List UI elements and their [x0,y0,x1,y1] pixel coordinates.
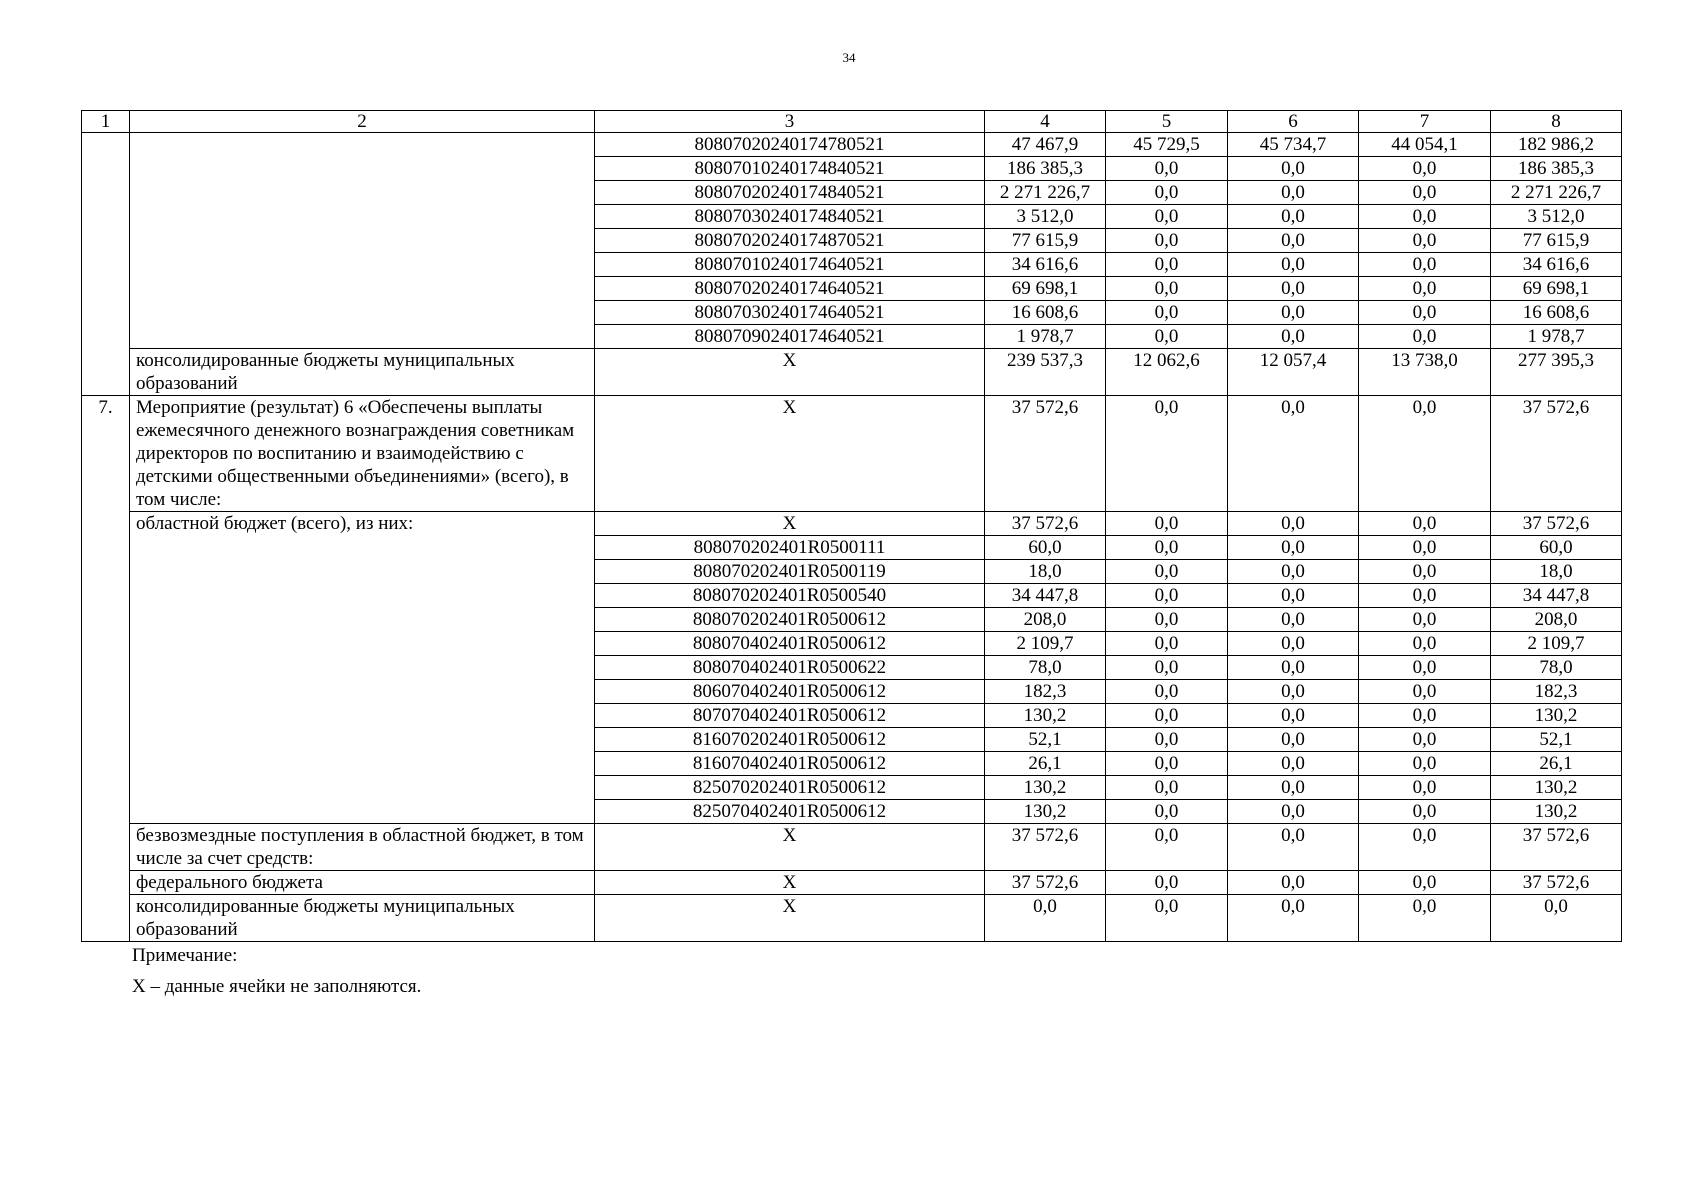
label-cell [130,133,595,349]
value-cell: 44 054,1 [1359,133,1491,157]
value-cell: 2 109,7 [985,632,1106,656]
value-cell: 0,0 [1228,229,1359,253]
value-cell: 0,0 [1228,560,1359,584]
row-label: федерального бюджета [130,871,595,895]
total-cell: 130,2 [1491,704,1622,728]
value-cell: 0,0 [1359,800,1491,824]
value-cell: 0,0 [1228,277,1359,301]
total-cell: 2 271 226,7 [1491,181,1622,205]
budget-code: X [595,396,985,512]
value-cell: 52,1 [985,728,1106,752]
value-cell: 0,0 [1228,824,1359,871]
value-cell: 37 572,6 [985,512,1106,536]
value-cell: 0,0 [1359,229,1491,253]
value-cell: 0,0 [1359,396,1491,512]
budget-code: X [595,871,985,895]
row-label: консолидированные бюджеты муниципальных образований [130,895,595,942]
value-cell: 0,0 [1228,396,1359,512]
value-cell: 0,0 [1228,752,1359,776]
row-label: областной бюджет (всего), из них: [130,512,595,824]
total-cell: 34 447,8 [1491,584,1622,608]
value-cell: 0,0 [1106,157,1228,181]
value-cell: 0,0 [1228,704,1359,728]
value-cell: 0,0 [1228,325,1359,349]
value-cell: 0,0 [1359,824,1491,871]
row-label: Мероприятие (результат) 6 «Обеспечены выплаты ежемесячного денежного вознаграждения советникам директоров по воспитанию и взаимодействию с детскими общественными объединениями» (всего), в том числе: [130,396,595,512]
total-cell: 37 572,6 [1491,824,1622,871]
value-cell: 0,0 [1359,301,1491,325]
budget-code: 80807010240174640521 [595,253,985,277]
budget-code: 80807030240174640521 [595,301,985,325]
value-cell: 0,0 [1359,680,1491,704]
value-cell: 0,0 [1359,776,1491,800]
value-cell: 0,0 [1359,728,1491,752]
budget-code: 80807090240174640521 [595,325,985,349]
value-cell: 0,0 [1106,229,1228,253]
row-number: 7. [82,396,130,942]
value-cell: 60,0 [985,536,1106,560]
budget-code: 80807010240174840521 [595,157,985,181]
table-row [82,396,1622,512]
budget-code: X [595,512,985,536]
value-cell: 37 572,6 [985,824,1106,871]
value-cell: 0,0 [1106,536,1228,560]
value-cell: 0,0 [1359,704,1491,728]
budget-code: X [595,824,985,871]
total-cell: 77 615,9 [1491,229,1622,253]
value-cell: 0,0 [1228,632,1359,656]
value-cell: 0,0 [1359,871,1491,895]
budget-table [81,110,1622,942]
value-cell: 208,0 [985,608,1106,632]
value-cell: 0,0 [1106,301,1228,325]
value-cell: 37 572,6 [985,871,1106,895]
value-cell: 0,0 [1106,800,1228,824]
value-cell: 0,0 [1228,157,1359,181]
value-cell: 0,0 [1228,608,1359,632]
value-cell: 45 729,5 [1106,133,1228,157]
budget-code: 816070402401R0500612 [595,752,985,776]
column-number-row [82,111,1622,133]
value-cell: 1 978,7 [985,325,1106,349]
value-cell: 0,0 [1228,800,1359,824]
value-cell: 0,0 [1106,895,1228,942]
value-cell: 0,0 [1359,752,1491,776]
page-number: 34 [842,50,856,65]
value-cell: 77 615,9 [985,229,1106,253]
value-cell: 0,0 [1228,301,1359,325]
value-cell: 130,2 [985,776,1106,800]
budget-code: 806070402401R0500612 [595,680,985,704]
value-cell: 239 537,3 [985,349,1106,396]
value-cell: 0,0 [1106,680,1228,704]
total-cell: 78,0 [1491,656,1622,680]
budget-code: 825070402401R0500612 [595,800,985,824]
value-cell: 47 467,9 [985,133,1106,157]
table-row [82,824,1622,871]
budget-code: 80807020240174640521 [595,277,985,301]
budget-code: 80807020240174840521 [595,181,985,205]
value-cell: 0,0 [1106,728,1228,752]
budget-code: X [595,895,985,942]
value-cell: 13 738,0 [1359,349,1491,396]
value-cell: 0,0 [1106,205,1228,229]
value-cell: 0,0 [1359,536,1491,560]
total-cell: 37 572,6 [1491,396,1622,512]
value-cell: 0,0 [1106,560,1228,584]
total-cell: 130,2 [1491,776,1622,800]
value-cell: 18,0 [985,560,1106,584]
budget-code: 80807030240174840521 [595,205,985,229]
total-cell: 16 608,6 [1491,301,1622,325]
value-cell: 26,1 [985,752,1106,776]
header-cell: 8 [1491,111,1622,133]
table-row [82,895,1622,942]
value-cell: 0,0 [1359,608,1491,632]
value-cell: 182,3 [985,680,1106,704]
total-cell: 3 512,0 [1491,205,1622,229]
value-cell: 186 385,3 [985,157,1106,181]
value-cell: 0,0 [1106,277,1228,301]
value-cell: 0,0 [1359,584,1491,608]
total-cell: 34 616,6 [1491,253,1622,277]
total-cell: 182 986,2 [1491,133,1622,157]
value-cell: 45 734,7 [1228,133,1359,157]
total-cell: 37 572,6 [1491,512,1622,536]
value-cell: 130,2 [985,704,1106,728]
footnote-text: X – данные ячейки не заполняются. [132,976,422,997]
total-cell: 277 395,3 [1491,349,1622,396]
header-cell: 1 [82,111,130,133]
value-cell: 130,2 [985,800,1106,824]
budget-code: 808070402401R0500612 [595,632,985,656]
total-cell: 69 698,1 [1491,277,1622,301]
header-cell: 2 [130,111,595,133]
value-cell: 78,0 [985,656,1106,680]
value-cell: 0,0 [1359,157,1491,181]
value-cell: 0,0 [1228,512,1359,536]
value-cell: 0,0 [1106,584,1228,608]
row-label: безвозмездные поступления в областной бюджет, в том числе за счет средств: [130,824,595,871]
value-cell: 0,0 [1228,253,1359,277]
budget-code: X [595,349,985,396]
budget-code: 808070202401R0500111 [595,536,985,560]
total-cell: 60,0 [1491,536,1622,560]
value-cell: 34 616,6 [985,253,1106,277]
value-cell: 16 608,6 [985,301,1106,325]
total-cell: 2 109,7 [1491,632,1622,656]
value-cell: 0,0 [1106,752,1228,776]
total-cell: 26,1 [1491,752,1622,776]
value-cell: 0,0 [1106,608,1228,632]
table-row [82,133,1622,157]
value-cell: 0,0 [1106,656,1228,680]
value-cell: 0,0 [1106,253,1228,277]
value-cell: 0,0 [1106,181,1228,205]
table-row [82,512,1622,536]
budget-code: 808070202401R0500119 [595,560,985,584]
value-cell: 34 447,8 [985,584,1106,608]
table-row [82,349,1622,396]
value-cell: 12 062,6 [1106,349,1228,396]
value-cell: 0,0 [1228,584,1359,608]
value-cell: 0,0 [1228,680,1359,704]
budget-code: 808070202401R0500612 [595,608,985,632]
value-cell: 0,0 [1106,824,1228,871]
value-cell: 0,0 [1359,512,1491,536]
value-cell: 0,0 [1359,895,1491,942]
total-cell: 18,0 [1491,560,1622,584]
total-cell: 208,0 [1491,608,1622,632]
value-cell: 0,0 [1359,325,1491,349]
table-row [82,871,1622,895]
value-cell: 0,0 [1228,536,1359,560]
value-cell: 2 271 226,7 [985,181,1106,205]
budget-code: 816070202401R0500612 [595,728,985,752]
value-cell: 0,0 [985,895,1106,942]
header-cell: 6 [1228,111,1359,133]
value-cell: 0,0 [1106,776,1228,800]
value-cell: 12 057,4 [1228,349,1359,396]
value-cell: 0,0 [1228,656,1359,680]
value-cell: 0,0 [1106,871,1228,895]
value-cell: 0,0 [1106,704,1228,728]
footnote-title: Примечание: [132,945,238,966]
value-cell: 0,0 [1359,560,1491,584]
budget-code: 80807020240174780521 [595,133,985,157]
total-cell: 186 385,3 [1491,157,1622,181]
value-cell: 0,0 [1228,728,1359,752]
value-cell: 0,0 [1228,776,1359,800]
header-cell: 5 [1106,111,1228,133]
budget-code: 80807020240174870521 [595,229,985,253]
number-cell [82,133,130,396]
budget-code: 825070202401R0500612 [595,776,985,800]
value-cell: 0,0 [1359,632,1491,656]
value-cell: 0,0 [1228,871,1359,895]
row-label: консолидированные бюджеты муниципальных образований [130,349,595,396]
total-cell: 182,3 [1491,680,1622,704]
header-cell: 7 [1359,111,1491,133]
value-cell: 0,0 [1359,277,1491,301]
value-cell: 0,0 [1228,205,1359,229]
value-cell: 0,0 [1359,181,1491,205]
budget-code: 808070402401R0500622 [595,656,985,680]
header-cell: 3 [595,111,985,133]
footnote [132,940,421,1002]
total-cell: 52,1 [1491,728,1622,752]
budget-code: 808070202401R0500540 [595,584,985,608]
value-cell: 0,0 [1228,181,1359,205]
value-cell: 0,0 [1359,253,1491,277]
value-cell: 0,0 [1106,512,1228,536]
total-cell: 0,0 [1491,895,1622,942]
total-cell: 130,2 [1491,800,1622,824]
total-cell: 1 978,7 [1491,325,1622,349]
value-cell: 0,0 [1106,396,1228,512]
value-cell: 0,0 [1228,895,1359,942]
value-cell: 0,0 [1106,325,1228,349]
header-cell: 4 [985,111,1106,133]
value-cell: 3 512,0 [985,205,1106,229]
value-cell: 37 572,6 [985,396,1106,512]
value-cell: 0,0 [1359,205,1491,229]
budget-code: 807070402401R0500612 [595,704,985,728]
total-cell: 37 572,6 [1491,871,1622,895]
value-cell: 0,0 [1106,632,1228,656]
value-cell: 0,0 [1359,656,1491,680]
value-cell: 69 698,1 [985,277,1106,301]
